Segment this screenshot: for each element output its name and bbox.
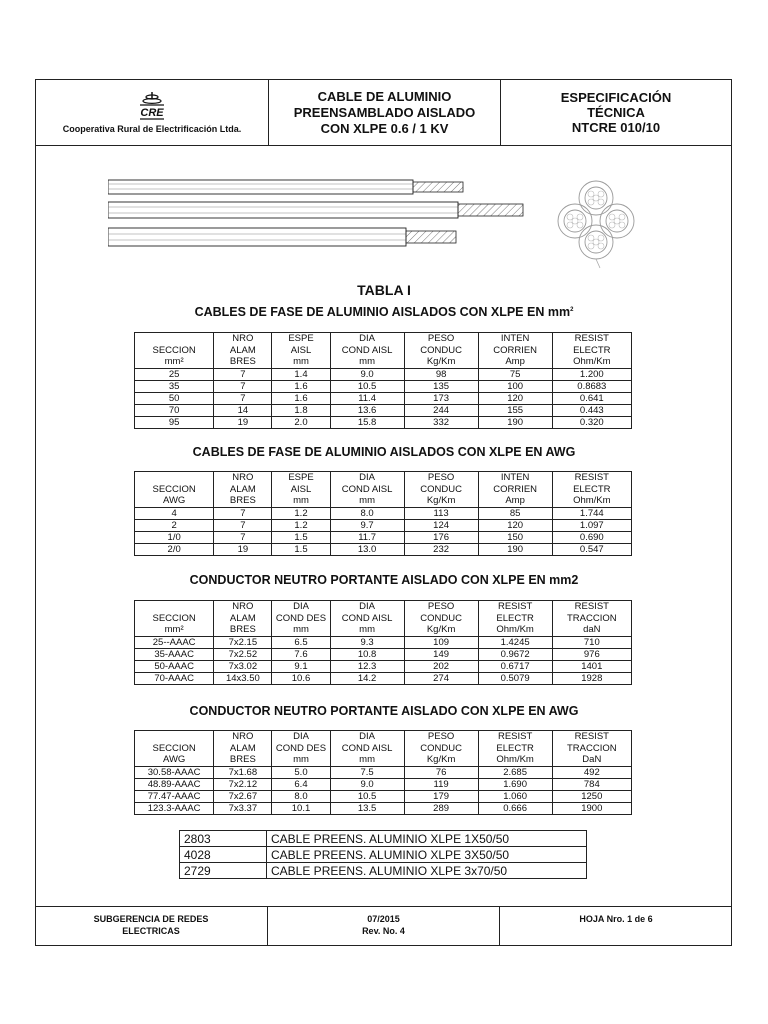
header-line: CORRIEN — [493, 344, 538, 356]
company-cell — [36, 80, 269, 145]
header-line: BRES — [229, 624, 256, 635]
table-cell: 12.3 — [330, 660, 404, 672]
table-cell: 25--AAAC — [135, 636, 214, 648]
header-line: AISL — [290, 483, 312, 495]
table-cell: 176 — [404, 531, 478, 543]
table-cell: 1.4245 — [478, 636, 552, 648]
table-cell: 75 — [478, 368, 552, 380]
table-phase-mm2 — [134, 332, 632, 429]
column-header — [552, 472, 631, 508]
table-cell: 7x2.15 — [214, 636, 272, 648]
header-line: DIA — [359, 601, 375, 612]
table-cell: 9.7 — [330, 519, 404, 531]
tabla-title: TABLA I — [357, 282, 411, 298]
table-cell: 10.6 — [272, 672, 330, 684]
header-line: Ohm/Km — [496, 624, 534, 635]
table-cell: 7 — [214, 380, 272, 392]
table-row — [135, 531, 632, 543]
column-header — [404, 333, 478, 369]
table-cell: 10.5 — [330, 380, 404, 392]
table-cell: 2/0 — [135, 543, 214, 555]
table-cell: 6.5 — [272, 636, 330, 648]
header-line: DIA — [359, 731, 375, 742]
table-cell: 1.5 — [272, 543, 330, 555]
header-line: TRACCION — [567, 742, 617, 754]
header-line: daN — [583, 624, 601, 635]
table-cell: 173 — [404, 392, 478, 404]
doc-title-line: PREENSAMBLADO AISLADO — [293, 104, 476, 120]
header-line: mm — [359, 356, 375, 367]
table1-title-text: CABLES DE FASE DE ALUMINIO AISLADOS CON XLPE EN mm — [194, 305, 571, 319]
footer-date: 07/2015 — [367, 914, 400, 924]
header-line: BRES — [229, 356, 256, 367]
footer-revision — [268, 907, 500, 946]
header-line: ESPE — [288, 472, 314, 483]
table-cell: 76 — [404, 766, 478, 778]
header-line: PESO — [427, 333, 455, 344]
header-line: CORRIEN — [493, 483, 538, 495]
table-cell: 85 — [478, 507, 552, 519]
column-header — [214, 601, 272, 637]
table-cell: 13.5 — [330, 802, 404, 814]
column-header — [272, 731, 330, 767]
table-cell: 123.3-AAAC — [135, 802, 214, 814]
column-header — [272, 333, 330, 369]
header-line: RESIST — [574, 472, 609, 483]
table-cell: 7 — [214, 519, 272, 531]
table-cell: 190 — [478, 416, 552, 428]
header-line: CONDUC — [420, 742, 462, 754]
header-line: COND AISL — [341, 344, 393, 356]
spec-cell — [501, 80, 731, 145]
table-cell: 7.6 — [272, 648, 330, 660]
header-line: mm² — [164, 356, 184, 367]
header-line: AWG — [162, 495, 186, 506]
header-line: DIA — [293, 731, 309, 742]
table-cell: 179 — [404, 790, 478, 802]
header-line: ELECTR — [496, 742, 534, 754]
document-title — [269, 80, 501, 145]
table-cell: 9.1 — [272, 660, 330, 672]
table-cell: 1.6 — [272, 392, 330, 404]
table-row — [135, 778, 632, 790]
table-cell: 10.5 — [330, 790, 404, 802]
header-line: Ohm/Km — [573, 356, 611, 367]
table-cell: 2.0 — [272, 416, 330, 428]
table-cell: 1.5 — [272, 531, 330, 543]
header-line: COND DES — [275, 612, 327, 624]
header-line: mm — [293, 624, 309, 635]
table-cell: 19 — [214, 416, 272, 428]
dept-line: SUBGERENCIA DE REDES — [93, 914, 209, 924]
table-cell: 14 — [214, 404, 272, 416]
table-cell: 710 — [552, 636, 631, 648]
header-line: COND AISL — [341, 483, 393, 495]
footer-page — [500, 907, 732, 946]
table-cell: 7x2.12 — [214, 778, 272, 790]
table-cell: 7 — [214, 531, 272, 543]
table-cell: 98 — [404, 368, 478, 380]
column-header — [272, 472, 330, 508]
header-line: BRES — [229, 754, 256, 765]
header-line: Kg/Km — [426, 624, 456, 635]
column-header — [330, 601, 404, 637]
table-cell: 119 — [404, 778, 478, 790]
table-cell: 7x1.68 — [214, 766, 272, 778]
header-line: SECCION — [152, 742, 196, 754]
table-cell: 784 — [552, 778, 631, 790]
table-cell: 2.685 — [478, 766, 552, 778]
table-cell: 7x3.37 — [214, 802, 272, 814]
header-line: mm — [359, 624, 375, 635]
table-row — [135, 416, 632, 428]
table-cell: 11.4 — [330, 392, 404, 404]
table-row — [135, 507, 632, 519]
table-cell: 9.3 — [330, 636, 404, 648]
header-row — [135, 601, 632, 637]
column-header — [552, 333, 631, 369]
header-line: SECCION — [152, 344, 196, 356]
header-line: mm — [293, 495, 309, 506]
column-header — [478, 472, 552, 508]
table-row — [135, 368, 632, 380]
column-header — [214, 472, 272, 508]
table-cell: 190 — [478, 543, 552, 555]
table-cell: 0.8683 — [552, 380, 631, 392]
table-cell: 1900 — [552, 802, 631, 814]
header-line: ELECTR — [496, 612, 534, 624]
header-line: Amp — [505, 495, 525, 506]
product-codes-table — [179, 830, 587, 879]
table2-title: CABLES DE FASE DE ALUMINIO AISLADOS CON XLPE EN AWG — [192, 445, 576, 459]
table-cell: 0.320 — [552, 416, 631, 428]
column-header — [404, 601, 478, 637]
header-line: NRO — [232, 333, 254, 344]
code-cell: 4028 — [180, 847, 267, 863]
table-row — [135, 543, 632, 555]
column-header — [330, 333, 404, 369]
header-row — [135, 731, 632, 767]
table-cell: 7 — [214, 392, 272, 404]
table-cell: 2 — [135, 519, 214, 531]
dept-line: ELECTRICAS — [122, 926, 180, 936]
table-cell: 14x3.50 — [214, 672, 272, 684]
table-cell: 274 — [404, 672, 478, 684]
header-line: ALAM — [229, 483, 256, 495]
table-cell: 13.6 — [330, 404, 404, 416]
code-row — [180, 847, 587, 863]
table-cell: 124 — [404, 519, 478, 531]
table-cell: 30.58-AAAC — [135, 766, 214, 778]
header-line: RESIST — [574, 731, 609, 742]
table-row — [135, 672, 632, 684]
table-row — [135, 519, 632, 531]
column-header — [272, 601, 330, 637]
table-neutral-awg — [134, 730, 632, 815]
header-line: RESIST — [497, 601, 533, 612]
column-header — [404, 731, 478, 767]
table-cell: 0.547 — [552, 543, 631, 555]
table1-title — [0, 305, 768, 319]
cable-side-illustration — [108, 174, 528, 264]
document-footer — [35, 906, 732, 946]
header-line: COND AISL — [341, 612, 393, 624]
table-cell: 70 — [135, 404, 214, 416]
document-header — [35, 79, 732, 146]
table-cell: 8.0 — [272, 790, 330, 802]
header-line: ALAM — [229, 344, 256, 356]
table-cell: 1.6 — [272, 380, 330, 392]
header-line: RESIST — [497, 731, 533, 742]
header-line: NRO — [232, 472, 254, 483]
page-number: HOJA Nro. 1 de 6 — [579, 914, 653, 924]
table-cell: 77.47-AAAC — [135, 790, 214, 802]
header-line: DIA — [293, 601, 309, 612]
header-line: AISL — [290, 344, 312, 356]
table-row — [135, 802, 632, 814]
table-cell: 1.200 — [552, 368, 631, 380]
column-header — [330, 731, 404, 767]
table-cell: 11.7 — [330, 531, 404, 543]
description-cell: CABLE PREENS. ALUMINIO XLPE 3x70/50 — [267, 863, 587, 879]
table-cell: 10.8 — [330, 648, 404, 660]
column-header — [330, 472, 404, 508]
header-line: mm — [359, 754, 375, 765]
header-line: CONDUC — [420, 612, 462, 624]
table-cell: 13.0 — [330, 543, 404, 555]
header-line: mm — [293, 754, 309, 765]
header-row — [135, 472, 632, 508]
header-line: PESO — [427, 731, 455, 742]
table-cell: 7 — [214, 368, 272, 380]
header-line: PESO — [427, 472, 455, 483]
table-row — [135, 790, 632, 802]
table-cell: 150 — [478, 531, 552, 543]
table-cell: 9.0 — [330, 368, 404, 380]
table-cell: 8.0 — [330, 507, 404, 519]
doc-title-line: CABLE DE ALUMINIO — [317, 88, 452, 104]
header-line: ALAM — [229, 612, 256, 624]
header-line: INTEN — [500, 333, 530, 344]
header-line: SECCION — [152, 483, 196, 495]
code-cell: 2729 — [180, 863, 267, 879]
table-phase-awg — [134, 471, 632, 556]
header-line: mm² — [164, 624, 184, 635]
table1-title-sup: 2 — [570, 306, 574, 313]
header-line: ESPE — [288, 333, 314, 344]
doc-title-line: CON XLPE 0.6 / 1 KV — [320, 120, 449, 136]
table-cell: 95 — [135, 416, 214, 428]
column-header — [552, 731, 631, 767]
column-header — [478, 731, 552, 767]
header-line: Amp — [505, 356, 525, 367]
table-cell: 48.89-AAAC — [135, 778, 214, 790]
table-cell: 9.0 — [330, 778, 404, 790]
header-line: RESIST — [574, 601, 609, 612]
header-line: Kg/Km — [426, 356, 456, 367]
company-name: Cooperativa Rural de Electrificación Ltda. — [62, 124, 242, 134]
table-cell: 7x2.67 — [214, 790, 272, 802]
table-cell: 14.2 — [330, 672, 404, 684]
table-cell: 7x2.52 — [214, 648, 272, 660]
table-cell: 35-AAAC — [135, 648, 214, 660]
table-row — [135, 660, 632, 672]
header-line: NRO — [232, 601, 254, 612]
column-header — [135, 333, 214, 369]
header-line: mm — [359, 495, 375, 506]
header-line: BRES — [229, 495, 256, 506]
header-line: Kg/Km — [426, 495, 456, 506]
header-line: CONDUC — [420, 483, 462, 495]
table-cell: 10.1 — [272, 802, 330, 814]
table-cell: 1.690 — [478, 778, 552, 790]
table-cell: 0.6717 — [478, 660, 552, 672]
table-cell: 1928 — [552, 672, 631, 684]
cre-logo — [132, 91, 172, 121]
table-cell: 7 — [214, 507, 272, 519]
header-line: PESO — [427, 601, 455, 612]
table-cell: 1250 — [552, 790, 631, 802]
table-cell: 70-AAAC — [135, 672, 214, 684]
table-cell: 0.641 — [552, 392, 631, 404]
table-cell: 19 — [214, 543, 272, 555]
header-line: DIA — [359, 472, 375, 483]
header-row — [135, 333, 632, 369]
table-cell: 120 — [478, 519, 552, 531]
table-cell: 332 — [404, 416, 478, 428]
table-cell: 244 — [404, 404, 478, 416]
table4-title: CONDUCTOR NEUTRO PORTANTE AISLADO CON XLPE EN AWG — [189, 704, 579, 718]
table-cell: 4 — [135, 507, 214, 519]
header-line: NRO — [232, 731, 254, 742]
footer-rev: Rev. No. 4 — [362, 926, 405, 936]
table-cell: 1.060 — [478, 790, 552, 802]
column-header — [478, 601, 552, 637]
table-cell: 0.666 — [478, 802, 552, 814]
table-row — [135, 648, 632, 660]
column-header — [135, 472, 214, 508]
table-cell: 7x3.02 — [214, 660, 272, 672]
table-row — [135, 766, 632, 778]
table-cell: 1.744 — [552, 507, 631, 519]
table-cell: 232 — [404, 543, 478, 555]
table-cell: 1.8 — [272, 404, 330, 416]
header-line: Ohm/Km — [573, 495, 611, 506]
column-header — [214, 731, 272, 767]
header-line: Ohm/Km — [496, 754, 534, 765]
header-line: ALAM — [229, 742, 256, 754]
column-header — [135, 601, 214, 637]
spec-line: ESPECIFICACIÓN — [560, 90, 672, 105]
table-cell: 1.097 — [552, 519, 631, 531]
table-cell: 50 — [135, 392, 214, 404]
header-line: INTEN — [500, 472, 530, 483]
table-neutral-mm2 — [134, 600, 632, 685]
table-row — [135, 636, 632, 648]
table-cell: 135 — [404, 380, 478, 392]
table-cell: 109 — [404, 636, 478, 648]
header-line: ELECTR — [573, 483, 611, 495]
table-cell: 1.2 — [272, 519, 330, 531]
spec-code: NTCRE 010/10 — [571, 120, 661, 135]
table-cell: 50-AAAC — [135, 660, 214, 672]
header-line: SECCION — [152, 612, 196, 624]
header-line: CONDUC — [420, 344, 462, 356]
header-line: COND DES — [275, 742, 327, 754]
cable-cross-section-illustration — [544, 176, 648, 270]
table-cell: 976 — [552, 648, 631, 660]
table-cell: 149 — [404, 648, 478, 660]
column-header — [552, 601, 631, 637]
table-cell: 25 — [135, 368, 214, 380]
code-row — [180, 831, 587, 847]
code-row — [180, 863, 587, 879]
table-row — [135, 392, 632, 404]
table-cell: 35 — [135, 380, 214, 392]
column-header — [135, 731, 214, 767]
header-line: DaN — [582, 754, 602, 765]
table-cell: 202 — [404, 660, 478, 672]
header-line: TRACCION — [567, 612, 617, 624]
column-header — [214, 333, 272, 369]
column-header — [478, 333, 552, 369]
header-line: AWG — [162, 754, 186, 765]
table-cell: 492 — [552, 766, 631, 778]
table-cell: 100 — [478, 380, 552, 392]
table-cell: 0.9672 — [478, 648, 552, 660]
table-cell: 6.4 — [272, 778, 330, 790]
table-cell: 0.690 — [552, 531, 631, 543]
table-cell: 0.443 — [552, 404, 631, 416]
header-line: COND AISL — [341, 742, 393, 754]
header-line: DIA — [359, 333, 375, 344]
logo-text: CRE — [140, 107, 164, 119]
table-cell: 0.5079 — [478, 672, 552, 684]
header-line: Kg/Km — [426, 754, 456, 765]
table-cell: 1.4 — [272, 368, 330, 380]
table-cell: 155 — [478, 404, 552, 416]
header-line: RESIST — [574, 333, 609, 344]
table-cell: 289 — [404, 802, 478, 814]
table-cell: 7.5 — [330, 766, 404, 778]
table-cell: 15.8 — [330, 416, 404, 428]
table-cell: 1.2 — [272, 507, 330, 519]
table-cell: 5.0 — [272, 766, 330, 778]
code-cell: 2803 — [180, 831, 267, 847]
table-cell: 120 — [478, 392, 552, 404]
description-cell: CABLE PREENS. ALUMINIO XLPE 1X50/50 — [267, 831, 587, 847]
header-line: mm — [293, 356, 309, 367]
column-header — [404, 472, 478, 508]
table-cell: 113 — [404, 507, 478, 519]
table-cell: 1/0 — [135, 531, 214, 543]
footer-department — [35, 907, 268, 946]
spec-line: TÉCNICA — [587, 105, 645, 120]
header-line: ELECTR — [573, 344, 611, 356]
description-cell: CABLE PREENS. ALUMINIO XLPE 3X50/50 — [267, 847, 587, 863]
table-cell: 1401 — [552, 660, 631, 672]
table-row — [135, 404, 632, 416]
table-row — [135, 380, 632, 392]
table3-title: CONDUCTOR NEUTRO PORTANTE AISLADO CON XLPE EN mm2 — [189, 573, 579, 587]
